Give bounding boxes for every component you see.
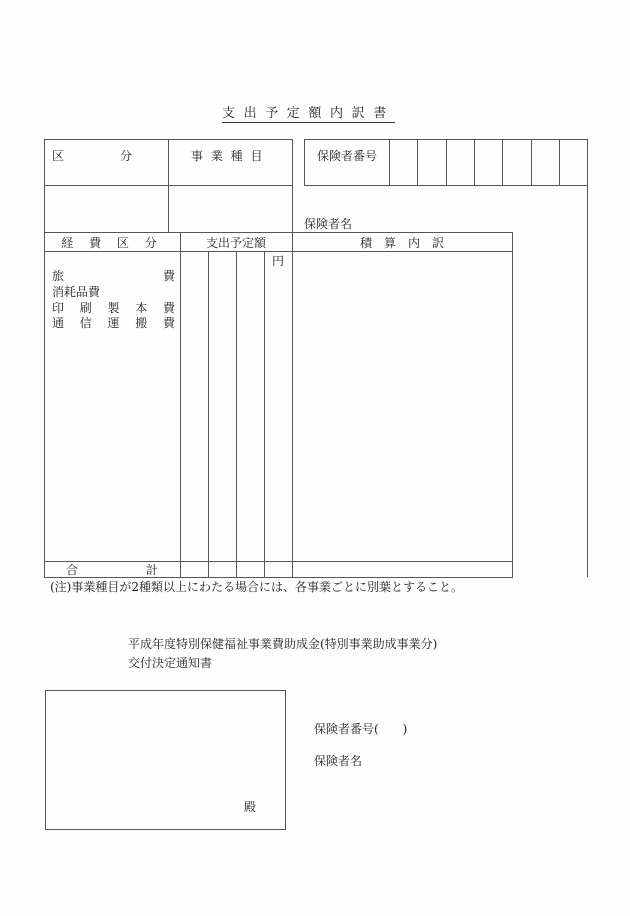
divider: [208, 251, 209, 578]
calculation-details-field[interactable]: [293, 252, 512, 560]
total-divider: [44, 561, 513, 562]
document-title: 支出予定額内訳書: [222, 102, 395, 123]
notice-title-line2: 交付決定通知書: [128, 656, 213, 670]
row-char: 運: [107, 316, 120, 330]
row-char: 印: [52, 301, 65, 315]
row-char: 通: [52, 316, 65, 330]
total-label: [66, 563, 158, 577]
row-communication-transport: [52, 316, 175, 330]
insurer-number-digit-6[interactable]: [532, 140, 559, 185]
row-char: 費: [162, 269, 175, 283]
insurer-name-label: 保険者名: [304, 217, 353, 231]
insurer-number-digit-7[interactable]: [560, 140, 587, 185]
header-expense-category: 経 費 区 分: [61, 236, 163, 250]
total-char: 合: [66, 563, 79, 577]
category-label-char: 区: [52, 149, 65, 163]
insurer-number-digit-3[interactable]: [447, 140, 474, 185]
category-label-char: 分: [119, 149, 132, 163]
row-printing-binding: [52, 301, 175, 315]
divider: [180, 232, 181, 578]
row-char: 製: [107, 301, 120, 315]
project-type-label: 事 業 種 目: [191, 149, 265, 163]
total-char: 計: [145, 563, 158, 577]
row-char: 費: [162, 301, 175, 315]
category-field[interactable]: [50, 190, 162, 228]
row-travel-expenses: [52, 269, 175, 283]
notice-insurer-name-label: 保険者名: [314, 754, 363, 768]
divider: [168, 139, 169, 233]
row-consumables: 消耗品費: [52, 285, 101, 299]
insurer-number-digit-2[interactable]: [418, 140, 446, 185]
divider: [44, 185, 293, 186]
insurer-number-digit-4[interactable]: [475, 140, 502, 185]
row-char: 本: [135, 301, 148, 315]
divider: [236, 251, 237, 578]
notice-insurer-number-label: 保険者番号( ): [314, 722, 408, 736]
header-calculation-details: 積 算 内 訳: [359, 236, 444, 250]
insurer-number-digit-1[interactable]: [390, 140, 417, 185]
row-char: 旅: [52, 269, 65, 283]
row-char: 信: [79, 316, 92, 330]
row-char: 費: [162, 316, 175, 330]
row-char: 刷: [79, 301, 92, 315]
insurer-number-digit-5[interactable]: [503, 140, 531, 185]
insurer-number-label: 保険者番号: [317, 149, 378, 163]
header-planned-amount: 支出予定額: [205, 236, 266, 250]
addressee-suffix: 殿: [244, 800, 257, 814]
category-label: [52, 149, 132, 163]
row-char: 搬: [135, 316, 148, 330]
currency-unit-yen: 円: [272, 254, 285, 268]
footnote: (注)事業種目が2種類以上にわたる場合には、各事業ごとに別葉とすること。: [50, 580, 464, 594]
project-type-field[interactable]: [174, 190, 286, 228]
divider: [587, 139, 588, 577]
divider: [264, 251, 265, 578]
notice-title-line1: 平成年度特別保健福祉事業費助成金(特別事業助成事業分): [128, 637, 438, 651]
